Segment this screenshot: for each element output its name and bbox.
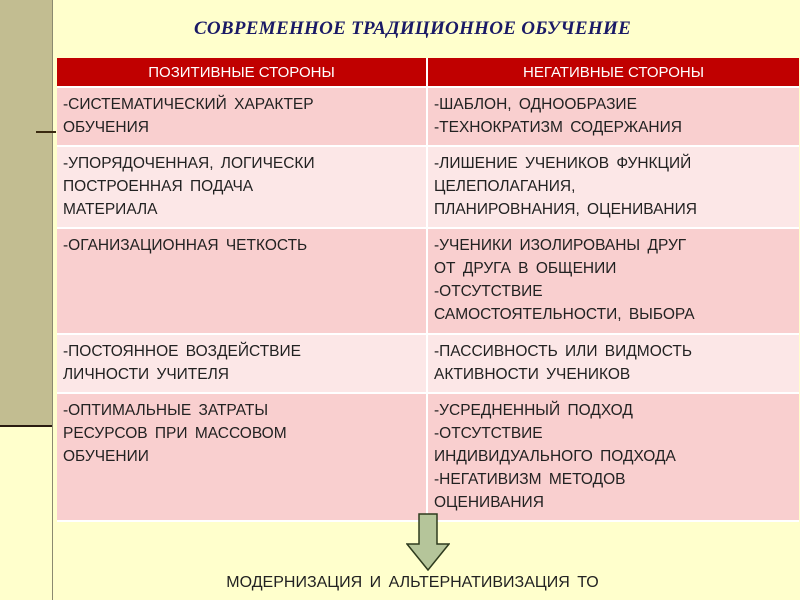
table-row [57, 334, 799, 393]
positive-cell [57, 146, 427, 228]
positive-cell [57, 228, 427, 334]
cell-line: ПЛАНИРОВНАНИЯ, ОЦЕНИВАНИЯ [434, 201, 697, 218]
comparison-table [57, 58, 799, 522]
table-row [57, 228, 799, 334]
cell-line: -НЕГАТИВИЗМ МЕТОДОВ [434, 471, 626, 488]
cell-line: РЕСУРСОВ ПРИ МАССОВОМ [63, 425, 287, 442]
negative-cell [427, 146, 799, 228]
positive-cell [57, 87, 427, 146]
slide-title: СОВРЕМЕННОЕ ТРАДИЦИОННОЕ ОБУЧЕНИЕ [193, 18, 632, 39]
negative-cell [427, 393, 799, 521]
cell-line: -ОТСУТСТВИЕ [434, 283, 543, 300]
cell-line: ОЦЕНИВАНИЯ [434, 494, 544, 511]
positive-cell [57, 334, 427, 393]
down-arrow-icon [406, 513, 450, 571]
table-row [57, 146, 799, 228]
negative-cell [427, 87, 799, 146]
cell-line: -УСРЕДНЕННЫЙ ПОДХОД [434, 402, 633, 419]
footer-caption: МОДЕРНИЗАЦИЯ И АЛЬТЕРНАТИВИЗАЦИЯ ТО [226, 574, 599, 591]
negative-cell [427, 334, 799, 393]
vertical-divider [52, 0, 53, 600]
cell-line: ИНДИВИДУАЛЬНОГО ПОДХОДА [434, 448, 676, 465]
table-header-row [57, 58, 799, 87]
cell-line: ПОСТРОЕННАЯ ПОДАЧА [63, 178, 254, 195]
cell-line: -ТЕХНОКРАТИЗМ СОДЕРЖАНИЯ [434, 119, 682, 136]
table-row [57, 87, 799, 146]
table-row [57, 393, 799, 521]
cell-line: -СИСТЕМАТИЧЕСКИЙ ХАРАКТЕР [63, 96, 314, 113]
cell-line: ОБУЧЕНИИ [63, 448, 149, 465]
cell-line: ЛИЧНОСТИ УЧИТЕЛЯ [63, 366, 229, 383]
cell-line: -ЛИШЕНИЕ УЧЕНИКОВ ФУНКЦИЙ [434, 155, 692, 172]
cell-line: -ШАБЛОН, ОДНООБРАЗИЕ [434, 96, 637, 113]
cell-line: АКТИВНОСТИ УЧЕНИКОВ [434, 366, 631, 383]
cell-line: -ПОСТОЯННОЕ ВОЗДЕЙСТВИЕ [63, 343, 301, 360]
cell-line: -УПОРЯДОЧЕННАЯ, ЛОГИЧЕСКИ [63, 155, 315, 172]
side-decor-dash [36, 131, 56, 133]
negative-cell [427, 228, 799, 334]
cell-line: ЦЕЛЕПОЛАГАНИЯ, [434, 178, 576, 195]
header-negative: НЕГАТИВНЫЕ СТОРОНЫ [427, 58, 799, 87]
side-decor-panel [0, 0, 52, 425]
cell-line: ОБУЧЕНИЯ [63, 119, 149, 136]
cell-line: ОТ ДРУГА В ОБЩЕНИИ [434, 260, 617, 277]
cell-line: -ОТСУТСТВИЕ [434, 425, 543, 442]
cell-line: -УЧЕНИКИ ИЗОЛИРОВАНЫ ДРУГ [434, 237, 687, 254]
cell-line: САМОСТОЯТЕЛЬНОСТИ, ВЫБОРА [434, 306, 695, 323]
positive-cell [57, 393, 427, 521]
side-decor-line [0, 425, 52, 427]
cell-line: -ОГАНИЗАЦИОННАЯ ЧЕТКОСТЬ [63, 237, 308, 254]
cell-line: -ОПТИМАЛЬНЫЕ ЗАТРАТЫ [63, 402, 269, 419]
header-positive: ПОЗИТИВНЫЕ СТОРОНЫ [57, 58, 427, 87]
cell-line: -ПАССИВНОСТЬ ИЛИ ВИДМОСТЬ [434, 343, 693, 360]
cell-line: МАТЕРИАЛА [63, 201, 158, 218]
